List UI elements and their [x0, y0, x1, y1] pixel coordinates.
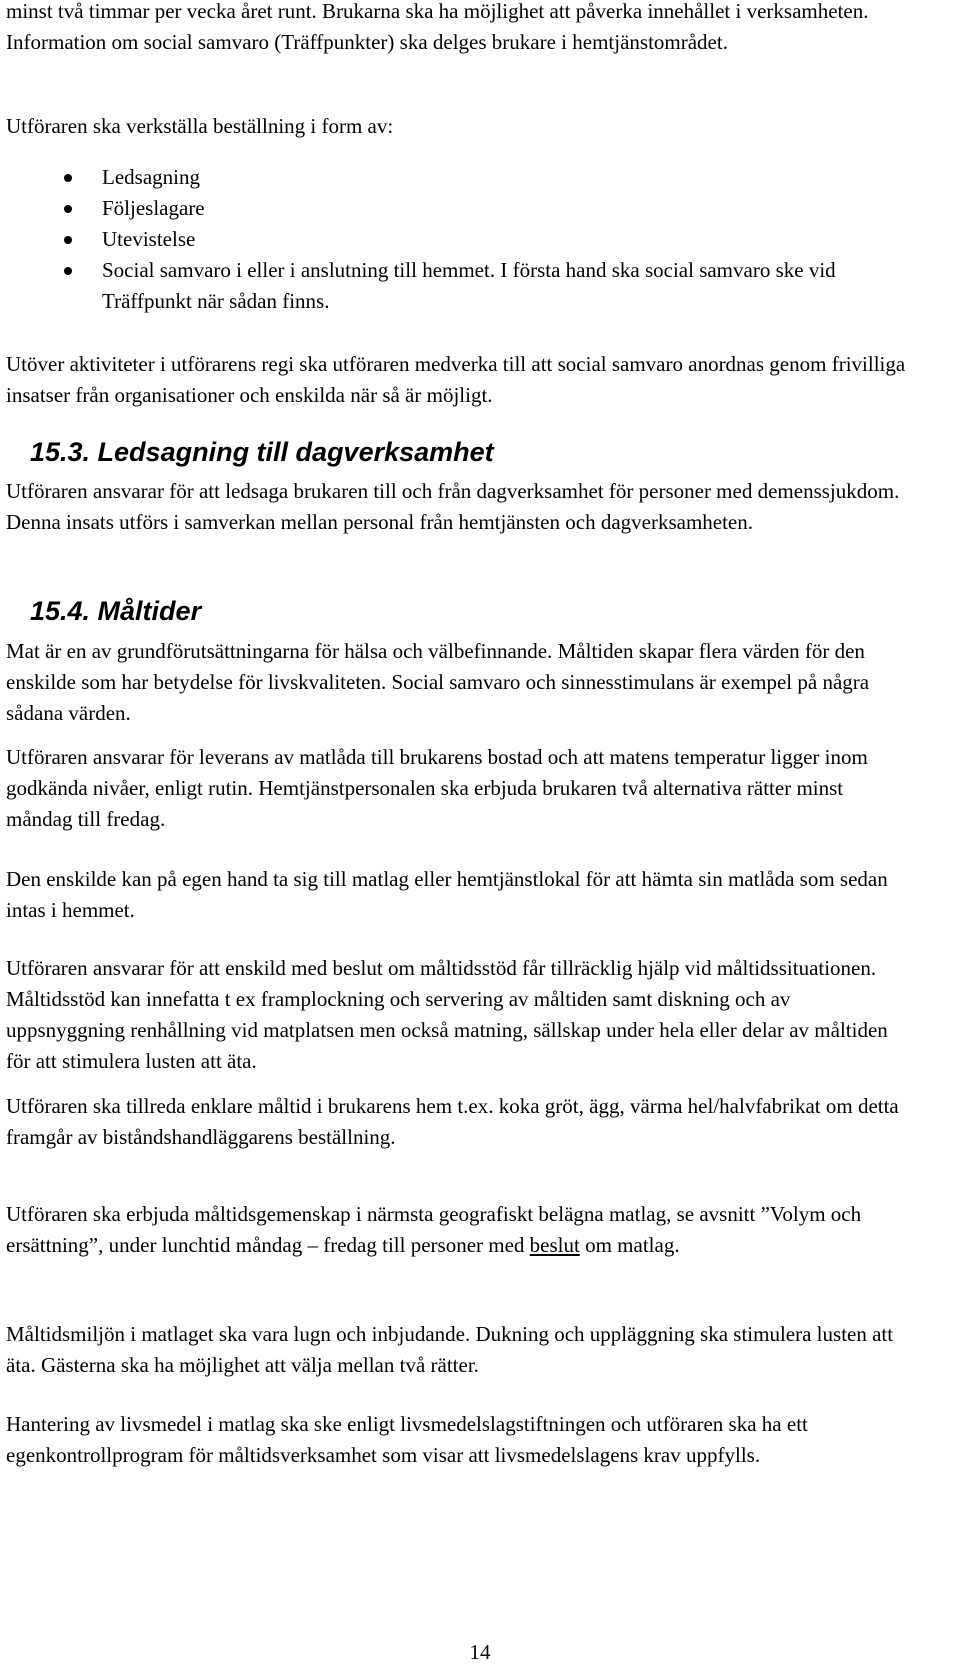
paragraph-matlag-environment: Måltidsmiljön i matlaget ska vara lugn och inbjudande. Dukning och uppläggning ska stimulera lusten att äta. Gästerna ska ha möjlighet att välja mellan två rätter. [6, 1322, 894, 1377]
paragraph-food-handling: Hantering av livsmedel i matlag ska ske enligt livsmedelslagstiftningen och utföraren ska ha ett egenkontrollprogram för måltidsverksamhet som visar att livsmedelslagens krav uppfylls. [6, 1412, 808, 1467]
list-item: Social samvaro i eller i anslutning till hemmet. I första hand ska social samvaro ske vid Träffpunkt när sådan finns. [6, 255, 906, 317]
order-forms-list [6, 162, 906, 317]
paragraph-meal-support: Utföraren ansvarar för att enskild med beslut om måltidsstöd får tillräcklig hjälp vid måltidssituationen. Måltidsstöd kan innefatta t ex framplockning och servering av måltiden samt diskning och av uppsnyggning renhållning vid matplatsen men också matning, sällskap under hela eller delar av måltiden för att stimulera lusten att äta. [6, 956, 888, 1073]
paragraph-ledsagning: Utföraren ansvarar för att ledsaga brukaren till och från dagverksamhet för personer med demenssjukdom. Denna insats utförs i samverkan mellan personal från hemtjänsten och dagverksamheten. [6, 479, 900, 534]
paragraph-volunteer-activities: Utöver aktiviteter i utförarens regi ska utföraren medverka till att social samvaro anordnas genom frivilliga insatser från organisationer och enskilda när så är möjligt. [6, 352, 906, 407]
page-number: 14 [469, 1640, 491, 1664]
list-item: Ledsagning [6, 162, 906, 193]
section-heading-maltider: 15.4. Måltider [30, 596, 202, 626]
paragraph-order-forms: Utföraren ska verkställa beställning i form av: [6, 114, 394, 138]
bullet-icon [64, 205, 72, 213]
paragraph-meal-delivery: Utföraren ansvarar för leverans av matlåda till brukarens bostad och att matens temperatur ligger inom godkända nivåer, enligt rutin. Hemtjänstpersonalen ska erbjuda brukaren två alternativa rätter minst måndag till fredag. [6, 745, 868, 831]
bullet-icon [64, 267, 72, 275]
bullet-icon [64, 236, 72, 244]
bullet-icon [64, 174, 72, 182]
paragraph-meal-values: Mat är en av grundförutsättningarna för hälsa och välbefinnande. Måltiden skapar flera värden för den enskilde som har betydelse för livskvaliteten. Social samvaro och sinnesstimulans är exempel på några sådana värden. [6, 639, 870, 725]
section-heading-ledsagning: 15.3. Ledsagning till dagverksamhet [30, 437, 494, 467]
list-item: Utevistelse [6, 224, 906, 255]
paragraph-self-pickup: Den enskilde kan på egen hand ta sig till matlag eller hemtjänstlokal för att hämta sin matlåda som sedan intas i hemmet. [6, 867, 888, 922]
paragraph-matlag-community: Utföraren ska erbjuda måltidsgemenskap i närmsta geografiskt belägna matlag, se avsnitt ”Volym och ersättning”, under lunchtid måndag – fredag till personer med beslut om matlag. [6, 1202, 862, 1257]
underlined-word: beslut [529, 1233, 580, 1257]
paragraph-simple-meal: Utföraren ska tillreda enklare måltid i brukarens hem t.ex. koka gröt, ägg, värma hel/halvfabrikat om detta framgår av biståndshandläggarens beställning. [6, 1094, 899, 1149]
paragraph-intro-continuation: minst två timmar per vecka året runt. Brukarna ska ha möjlighet att påverka innehållet i verksamheten. Information om social samvaro (Träffpunkter) ska delges brukare i hemtjänstområdet. [6, 0, 869, 54]
list-item: Följeslagare [6, 193, 906, 224]
